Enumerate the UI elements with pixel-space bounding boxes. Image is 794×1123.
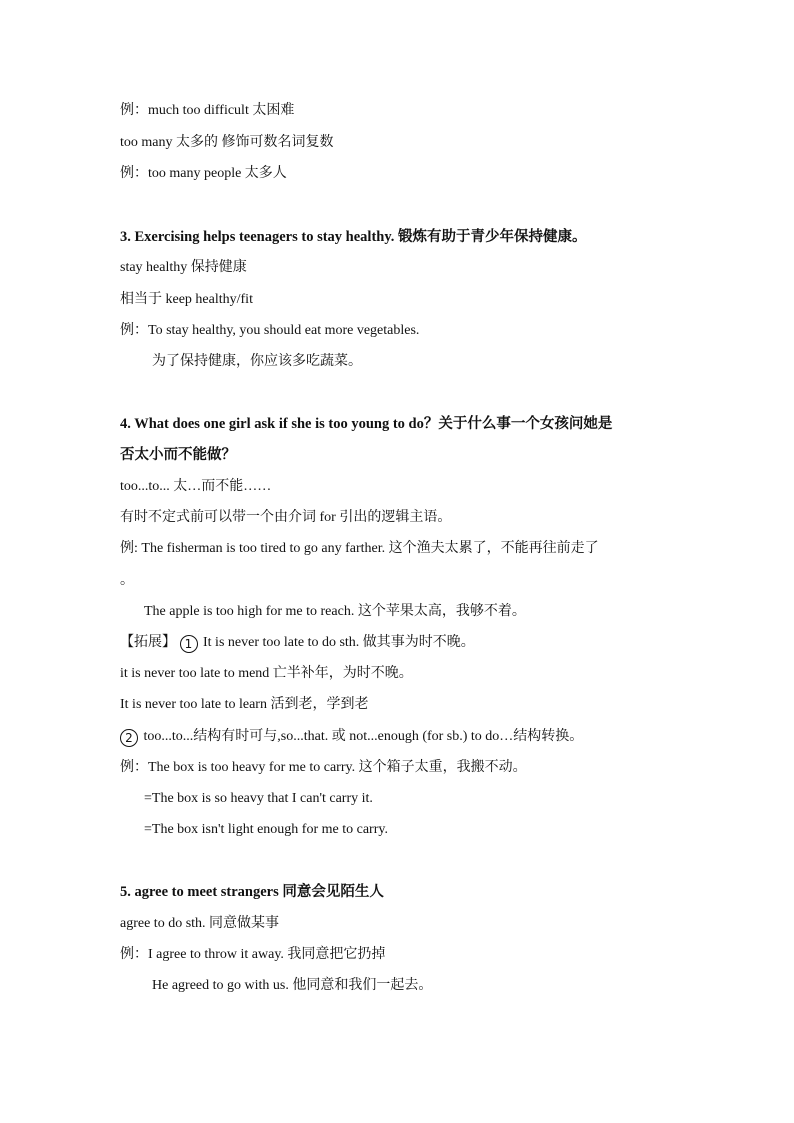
section-heading-4-cont: 否太小而不能做？ — [120, 447, 236, 463]
example-line: 例：I agree to throw it away. 我同意把它扔掉 — [120, 947, 386, 962]
phrase-line: it is never too late to mend 亡半补年，为时不晚。 — [120, 666, 413, 681]
example-line: He agreed to go with us. 他同意和我们一起去。 — [152, 978, 433, 993]
extension-line — [120, 633, 680, 653]
note-line: 有时不定式前可以带一个由介词 for 引出的逻辑主语。 — [120, 510, 452, 525]
example-line: 例：To stay healthy, you should eat more vegetables. — [120, 323, 420, 338]
example-line: 例：The box is too heavy for me to carry. 这个箱子太重，我搬不动。 — [120, 760, 527, 775]
translation-line: 为了保持健康，你应该多吃蔬菜。 — [152, 354, 362, 369]
structure-text: too...to...结构有时可与,so...that. 或 not...enough (for sb.) to do…结构转换。 — [143, 729, 584, 744]
example-line: =The box is so heavy that I can't carry it. — [144, 791, 373, 806]
example-line: 例: The fisherman is too tired to go any farther. 这个渔夫太累了，不能再往前走了 — [120, 541, 599, 556]
circled-number-1: 1 — [180, 635, 198, 653]
example-line: =The box isn't light enough for me to carry. — [144, 822, 388, 837]
phrase-line: agree to do sth. 同意做某事 — [120, 916, 280, 931]
phrase-line: 相当于 keep healthy/fit — [120, 292, 253, 307]
phrase-line: stay healthy 保持健康 — [120, 260, 247, 275]
section-heading-5: 5. agree to meet strangers 同意会见陌生人 — [120, 884, 384, 900]
example-line: 例：much too difficult 太困难 — [120, 103, 295, 118]
example-line: 例：too many people 太多人 — [120, 166, 287, 181]
phrase-line: It is never too late to learn 活到老，学到老 — [120, 697, 369, 712]
extension-text: It is never too late to do sth. 做其事为时不晚。 — [203, 635, 475, 650]
phrase-line: too...to... 太…而不能…… — [120, 479, 272, 494]
phrase-line: too many 太多的 修饰可数名词复数 — [120, 135, 334, 150]
section-heading-4: 4. What does one girl ask if she is too young to do？关于什么事一个女孩问她是 — [120, 416, 613, 432]
section-heading-3: 3. Exercising helps teenagers to stay healthy. 锻炼有助于青少年保持健康。 — [120, 229, 587, 245]
extension-label: 【拓展】 — [120, 635, 176, 650]
structure-line — [120, 727, 680, 747]
circled-number-2: 2 — [120, 729, 138, 747]
example-line: The apple is too high for me to reach. 这个苹果太高，我够不着。 — [144, 604, 526, 619]
punctuation-line: 。 — [120, 573, 134, 588]
